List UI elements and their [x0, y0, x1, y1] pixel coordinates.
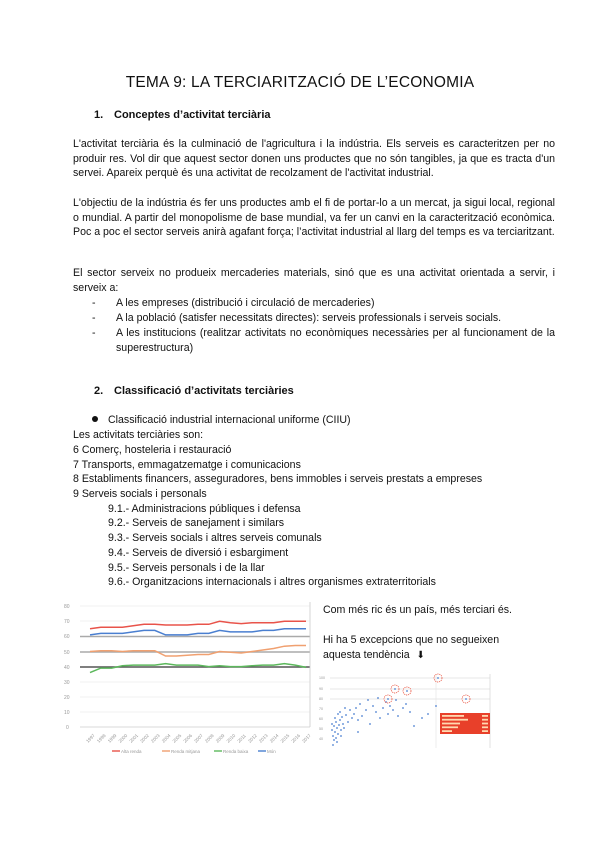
svg-text:1998: 1998 — [95, 732, 107, 744]
svg-text:2014: 2014 — [268, 732, 280, 744]
svg-text:2011: 2011 — [236, 733, 247, 744]
svg-text:100: 100 — [319, 676, 325, 680]
highlighted-gridlines — [80, 637, 310, 668]
svg-text:2017: 2017 — [301, 732, 312, 744]
subcategory-line: 9.2.- Serveis de sanejament i similars — [108, 517, 285, 529]
section-2-heading — [94, 385, 294, 397]
category-line: 9 Serveis socials i personals — [73, 488, 207, 500]
section-title: Classificació d’activitats terciàries — [114, 385, 294, 397]
svg-text:2010: 2010 — [225, 732, 237, 744]
y-axis-labels — [64, 604, 70, 731]
list-marker: - — [92, 297, 96, 309]
section-1-heading — [94, 109, 271, 121]
section-title: Conceptes d’activitat terciària — [114, 109, 271, 121]
y-axis-labels — [319, 676, 325, 741]
svg-text:2013: 2013 — [257, 732, 269, 744]
svg-text:50: 50 — [319, 727, 323, 731]
bullet-item — [92, 413, 351, 428]
series-mon — [90, 629, 306, 635]
svg-text:2009: 2009 — [214, 732, 226, 744]
list-item-text: A la població (satisfer necessitats directes): serveis professionals i serveis socials. — [116, 312, 502, 324]
svg-text:80: 80 — [319, 697, 323, 701]
svg-text:40: 40 — [319, 737, 323, 741]
svg-text:2006: 2006 — [182, 732, 194, 744]
svg-text:2001: 2001 — [128, 732, 140, 744]
subcategory-line: 9.3.- Serveis socials i altres serveis comunals — [108, 532, 322, 544]
bullet-icon — [92, 416, 98, 422]
exception-circles — [384, 674, 470, 703]
svg-text:50: 50 — [64, 650, 70, 656]
svg-text:Renda mitjana: Renda mitjana — [171, 749, 201, 754]
list-item-text: A les empreses (distribució i circulació de mercaderies) — [116, 297, 375, 309]
svg-text:2000: 2000 — [117, 732, 129, 744]
svg-text:2005: 2005 — [171, 732, 183, 744]
paragraph: El sector serveix no produeix mercaderies materials, sinó que es una activitat orientada a servir, i serveix a: — [73, 267, 555, 294]
list-item-text: A les institucions (realitzar activitats no econòmiques necessàries per al funcionament de la superestructura) — [116, 327, 555, 354]
list-item — [92, 296, 555, 311]
list-marker: - — [92, 327, 96, 339]
svg-text:2016: 2016 — [290, 732, 302, 744]
scatter-chart — [318, 670, 494, 750]
list-marker: - — [92, 312, 96, 324]
svg-text:70: 70 — [319, 707, 323, 711]
list-item — [92, 326, 555, 355]
svg-text:1997: 1997 — [85, 732, 96, 744]
paragraph: L'activitat terciària és la culminació de l'agricultura i la indústria. Els serveis es caracteritzen per no produir res. Vol dir que aquest sector donen uns productes que no són tangibles, ja que es tracta d'un servei. Apareix perquè és una activitat de recolzament de l'activitat industrial. — [73, 138, 555, 180]
svg-text:Renda baixa: Renda baixa — [223, 749, 249, 754]
svg-text:2004: 2004 — [160, 732, 172, 744]
line-chart — [62, 598, 314, 758]
section-number: 2. — [94, 385, 104, 397]
series-renda-mitjana — [90, 646, 306, 657]
bullet-text: Classificació industrial internacional uniforme (CIIU) — [108, 414, 351, 426]
subcategory-line: 9.1.- Administracions públiques i defensa — [108, 503, 301, 515]
paragraph: L'objectiu de la indústria és fer uns productes amb el fi de portar-lo a un mercat, ja sigui local, regional o mundial. A partir del monopolisme de base mundial, va fer un canvi en la caracterització econòmica. Poc a poc el sector serveis anirà agafant força; l’activitat industrial al llarg del temps es va terciaritzant. — [73, 197, 555, 239]
svg-text:40: 40 — [64, 665, 70, 671]
svg-text:80: 80 — [64, 604, 70, 610]
category-line: 7 Transports, emmagatzematge i comunicacions — [73, 459, 301, 471]
svg-text:Alta renda: Alta renda — [121, 749, 142, 754]
svg-text:10: 10 — [64, 710, 70, 716]
list-item — [92, 311, 555, 326]
side-note-line — [323, 648, 425, 664]
series-renda-baixa — [90, 664, 306, 673]
svg-text:2012: 2012 — [247, 732, 258, 744]
category-line: 6 Comerç, hosteleria i restauració — [73, 444, 232, 456]
svg-text:1999: 1999 — [106, 732, 118, 744]
subcategory-line: 9.4.- Serveis de diversió i esbargiment — [108, 547, 289, 559]
series-alta-renda — [90, 621, 306, 629]
svg-text:2015: 2015 — [279, 732, 291, 744]
intro-line: Les activitats terciàries son: — [73, 429, 204, 441]
arrow-down-icon: ⬇ — [416, 650, 425, 661]
svg-text:2002: 2002 — [139, 732, 150, 744]
section-number: 1. — [94, 109, 104, 121]
x-axis-labels — [85, 733, 312, 744]
svg-text:2008: 2008 — [203, 732, 215, 744]
side-note-text: aquesta tendència — [323, 649, 410, 661]
svg-text:30: 30 — [64, 680, 70, 686]
svg-text:60: 60 — [319, 717, 323, 721]
svg-text:90: 90 — [319, 687, 323, 691]
svg-text:2007: 2007 — [193, 732, 204, 744]
svg-text:70: 70 — [64, 619, 70, 625]
subcategory-line: 9.6.- Organitzacions internacionals i altres organismes extraterritorials — [108, 576, 436, 588]
svg-text:20: 20 — [64, 695, 70, 701]
svg-text:0: 0 — [66, 725, 69, 731]
svg-text:Món: Món — [267, 749, 276, 754]
category-line: 8 Establiments financers, asseguradores, bens immobles i serveis prestats a empreses — [73, 473, 483, 485]
side-note: Com més ric és un país, més terciari és. — [323, 604, 512, 616]
svg-text:2003: 2003 — [149, 732, 161, 744]
svg-text:60: 60 — [64, 634, 70, 640]
subcategory-line: 9.5.- Serveis personals i de la llar — [108, 562, 265, 574]
chart-legend — [112, 749, 276, 754]
side-note: Hi ha 5 excepcions que no segueixen — [323, 634, 500, 646]
gridlines — [330, 678, 490, 699]
page-title: TEMA 9: LA TERCIARITZACIÓ DE L’ECONOMIA — [125, 74, 475, 91]
